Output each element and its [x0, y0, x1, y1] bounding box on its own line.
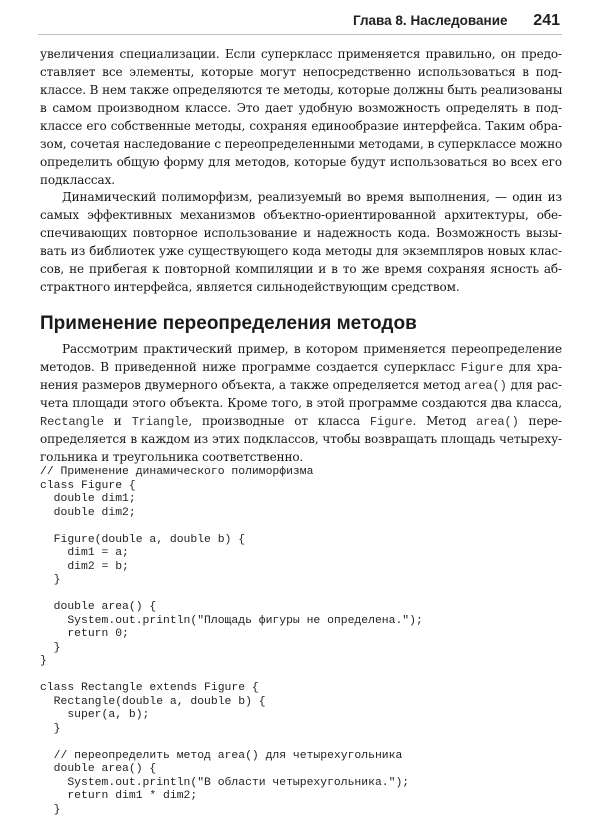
text-fragment: пере- [518, 414, 562, 428]
page-number: 241 [533, 12, 560, 29]
text-line: Рассмотрим практический пример, в котором применяется переопределение [62, 342, 562, 356]
text-line [40, 376, 562, 394]
inline-code-area: area() [464, 379, 507, 393]
text-line: классе его собственные методы, сохраняя единообразие интерфейса. Таким обра- [40, 119, 562, 133]
text-line: спечивающих повторное использование и надежность кода. Возможность вызы- [40, 226, 562, 240]
text-line: ставляет все элементы, которые могут непосредственно использоваться в под- [40, 65, 562, 79]
text-line [40, 358, 562, 376]
inline-code-figure: Figure [460, 361, 504, 375]
paragraph-practical-example [40, 340, 562, 466]
text-line: определить общую форму для методов, которые будут использоваться во всех его [40, 155, 562, 169]
text-fragment: методов. В приведенной ниже программе создается суперкласс [40, 360, 461, 374]
text-line: самых эффективных механизмов объектно-ориентированной архитектуры, обе- [40, 208, 562, 222]
text-line: гольника и треугольника соответственно. [40, 450, 304, 464]
header-rule [38, 34, 562, 35]
text-fragment: и [103, 414, 132, 428]
text-fragment: для хра- [503, 360, 562, 374]
paragraph-dynamic-polymorphism [40, 188, 562, 296]
text-fragment: . Метод [412, 414, 477, 428]
text-fragment: нения размеров двумерного объекта, а также определяется метод [40, 378, 465, 392]
text-line: страктного интерфейса, является сильнодействующим средством. [40, 280, 460, 294]
text-fragment: , производные от класса [188, 414, 370, 428]
text-line: сов, не прибегая к повторной компиляции и в то же время сохраняя ясность аб- [40, 262, 562, 276]
paragraph-specialization [40, 45, 562, 189]
text-line: вать из библиотек уже существующего кода методы для экземпляров новых клас- [40, 244, 562, 258]
text-line: классе. В нем также определяются те методы, которые должны быть реализованы [40, 83, 563, 97]
text-line: в самом производном классе. Это дает удобную возможность определять в под- [40, 101, 562, 115]
chapter-title: Глава 8. Наследование [352, 13, 508, 28]
text-line: определяется в каждом из этих подклассов, чтобы возвращать площадь четыреху- [40, 432, 562, 446]
inline-code-triangle: Triangle [131, 415, 189, 429]
inline-code-area: area() [476, 415, 519, 429]
code-listing: // Применение динамического полиморфизма class Figure { double dim1; double dim2; Figure(double a, double b) { dim1 = a; dim2 = b; } double area() { System.out.println("Площадь фигуры не определена."); return 0; } } class Rectangle extends Figure { Rectangle(double a, double b) { super(a, b); } // переопределить метод area() для четырехугольника double area() { System.out.println("В области четырехугольника."); return dim1 * dim2; } [40, 466, 423, 816]
inline-code-rectangle: Rectangle [40, 415, 104, 429]
inline-code-figure: Figure [369, 415, 413, 429]
text-line: подклассах. [40, 173, 115, 187]
text-line [40, 412, 562, 430]
text-line: Динамический полиморфизм, реализуемый во время выполнения, — один из [62, 190, 562, 204]
text-fragment: для рас- [506, 378, 562, 392]
text-line: увеличения специализации. Если суперкласс применяется правильно, он предо- [40, 47, 562, 61]
text-line: чета площади этого объекта. Кроме того, в этой программе создаются два класса, [40, 396, 562, 410]
section-heading: Применение переопределения методов [40, 313, 417, 334]
text-line: зом, сочетая наследование с переопределенными методами, в суперклассе можно [40, 137, 563, 151]
running-header [353, 12, 560, 30]
